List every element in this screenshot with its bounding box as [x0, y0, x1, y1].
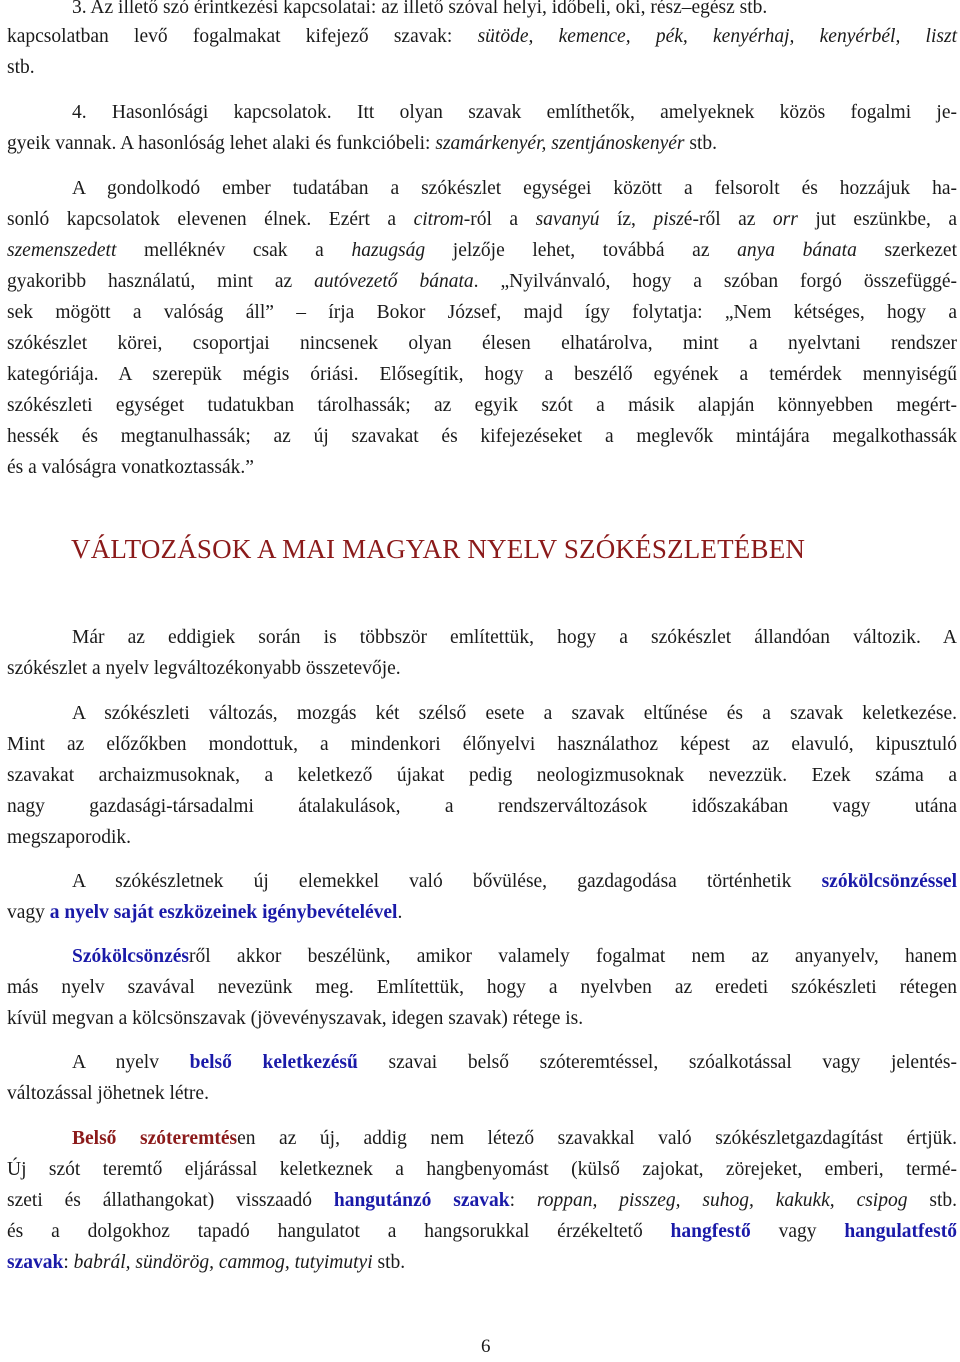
text-run: gyeik vannak. A hasonlóság lehet alaki és funkcióbeli:: [7, 133, 436, 154]
example-words: szamárkenyér, szentjánoskenyér: [435, 133, 685, 154]
text-run: stb.: [372, 1252, 406, 1273]
p1-line-2: szókészlet a nyelv legváltozékonyabb összetevője.: [7, 658, 401, 679]
intro-line-7: kategóriája. A szerepük mégis óriási. Elősegítik, hogy a beszélő egyének a temérdek mennyiségű: [7, 364, 957, 385]
text-run: vagy: [7, 902, 50, 923]
example-word: orr: [772, 209, 798, 230]
p5-line-2: változással jöhetnek létre.: [7, 1083, 209, 1104]
example-word: autóvezető bánata: [314, 271, 474, 292]
text-run: sonló kapcsolatok elevenen élnek.: [7, 209, 329, 230]
text-run: íz,: [599, 209, 654, 230]
list-item-3-line-2: [7, 22, 957, 52]
text-run: ről akkor beszélünk, amikor valamely fogalmat nem az anyanyelv, hanem: [189, 946, 957, 967]
intro-line-4: [7, 267, 957, 297]
text-run: stb.: [907, 1190, 957, 1211]
text-run: és a dolgokhoz tapadó hangulatot a hangsorukkal érzékeltető: [7, 1221, 671, 1242]
text-run: kapcsolatban levő fogalmakat kifejező szavak:: [7, 26, 478, 47]
intro-line-6: szókészlet körei, csoportjai nincsenek olyan élesen elhatárolva, mint a nyelvtani rendszer: [7, 333, 957, 354]
text-run: A nyelv: [72, 1052, 190, 1073]
example-word: hazugság: [351, 240, 426, 261]
highlighted-term: szavak: [7, 1252, 64, 1273]
page-number: 6: [481, 1336, 491, 1357]
text-run: szeti és állathangokat) visszaadó: [7, 1190, 334, 1211]
text-run: szavai belső szóteremtéssel, szóalkotással vagy jelentés-: [357, 1052, 957, 1073]
p6-line-4: [7, 1217, 957, 1247]
p4-line-3: kívül megvan a kölcsönszavak (jövevényszavak, idegen szavak) rétege is.: [7, 1008, 584, 1029]
p2-line-4: nagy gazdasági-társadalmi átalakulások, a rendszerváltozások időszakában vagy utána: [7, 796, 957, 817]
highlighted-term: hangulatfestő: [844, 1221, 958, 1242]
text-run: Ezért a: [328, 209, 414, 230]
p6-line-3: [7, 1186, 957, 1216]
highlighted-term: belső keletkezésű: [189, 1052, 358, 1073]
text-run: A szókészletnek új elemekkel való bővülése, gazdagodása történhetik: [72, 871, 822, 892]
section-heading: VÁLTOZÁSOK A MAI MAGYAR NYELV SZÓKÉSZLETÉBEN: [71, 534, 806, 564]
example-word: citrom: [413, 209, 464, 230]
intro-line-9: hessék és megtanulhassák; az új szavakat és kifejezéseket a meglevők mintájára megalkothassák: [7, 426, 957, 447]
intro-line-1: A gondolkodó ember tudatában a szókészlet egységei között a felsorolt és hozzájuk ha-: [72, 178, 957, 199]
text-run: -ról a: [463, 209, 536, 230]
example-words: roppan, pisszeg, suhog, kakukk, csipog: [536, 1190, 908, 1211]
list-item-4-line-2: [7, 129, 717, 159]
text-run: .: [397, 902, 403, 923]
text-run: jelzője lehet, továbbá az: [425, 240, 738, 261]
text-run: stb.: [684, 133, 717, 154]
list-item-3-line-1: 3. Az illető szó érintkezési kapcsolatai: az illető szóval helyi, időbeli, oki, rész–egész stb.: [72, 0, 768, 18]
highlighted-term: hangfestő: [670, 1221, 751, 1242]
highlighted-term: a nyelv saját eszközeinek igénybevételével: [49, 902, 398, 923]
p2-line-3: szavakat archaizmusoknak, a keletkező újakat pedig neologizmusoknak nevezzük. Ezek száma a: [7, 765, 957, 786]
intro-line-10: és a valóságra vonatkoztassák.”: [7, 457, 254, 478]
list-item-3-line-3: stb.: [7, 57, 35, 78]
p5-line-1: [72, 1048, 957, 1078]
intro-line-3: [7, 236, 957, 266]
intro-line-2: [7, 205, 957, 235]
p4-line-2: más nyelv szavával nevezünk meg. Említettük, hogy a nyelvben az eredeti szókészleti rétegen: [7, 977, 957, 998]
p4-line-1: [72, 942, 957, 972]
text-run: . „Nyilvánvaló, hogy a szóban forgó összefüggé-: [473, 271, 957, 292]
text-run: szerkezet: [856, 240, 957, 261]
p6-line-2: Új szót teremtő eljárással keletkeznek a hangbenyomást (külső zajokat, zörejeket, emberi, termé-: [7, 1159, 957, 1180]
text-run: :: [63, 1252, 74, 1273]
p2-line-1: A szókészleti változás, mozgás két szélső esete a szavak eltűnése és a szavak keletkezése.: [72, 703, 957, 724]
p6-line-1: [72, 1124, 957, 1154]
text-run: jut eszünkbe, a: [797, 209, 958, 230]
highlighted-term: hangutánzó szavak: [333, 1190, 510, 1211]
p3-line-2: [7, 898, 402, 928]
p2-line-2: Mint az előzőkben mondottuk, a mindenkori élőnyelvi használathoz képest az elavuló, kipusztuló: [7, 734, 957, 755]
p6-line-5: [7, 1248, 405, 1278]
p3-line-1: [72, 867, 957, 897]
example-words: sütöde, kemence, pék, kenyérhaj, kenyérbél, liszt: [477, 26, 957, 47]
example-word: pisz: [653, 209, 684, 230]
p1-line-1: Már az eddigiek során is többször említettük, hogy a szókészlet állandóan változik. A: [72, 627, 957, 648]
highlighted-term: szókölcsönzéssel: [821, 871, 957, 892]
example-word: szemenszedett: [7, 240, 117, 261]
highlighted-term: Belső szóteremtés: [72, 1128, 238, 1149]
text-run: melléknév csak a: [116, 240, 352, 261]
list-item-4-line-1: 4. Hasonlósági kapcsolatok. Itt olyan szavak említhetők, amelyeknek közös fogalmi je-: [72, 102, 957, 123]
example-word: savanyú: [535, 209, 600, 230]
example-word: anya bánata: [737, 240, 857, 261]
p2-line-5: megszaporodik.: [7, 827, 132, 848]
intro-line-5: sek mögött a valóság áll” – írja Bokor József, majd így folytatja: „Nem kétséges, hogy a: [7, 302, 957, 323]
text-run: :: [509, 1190, 537, 1211]
text-run: vagy: [750, 1221, 845, 1242]
text-run: gyakoribb használatú, mint az: [7, 271, 315, 292]
text-run: en az új, addig nem létező szavakkal való szókészletgazdagítást értjük.: [237, 1128, 958, 1149]
example-words: babrál, sündörög, cammog, tutyimutyi: [73, 1252, 373, 1273]
text-run: é-ről az: [683, 209, 773, 230]
highlighted-term: Szókölcsönzés: [72, 946, 189, 967]
intro-line-8: szókészleti egységet tudatukban tárolhassák; az egyik szót a másik alapján könnyebben megért-: [7, 395, 957, 416]
